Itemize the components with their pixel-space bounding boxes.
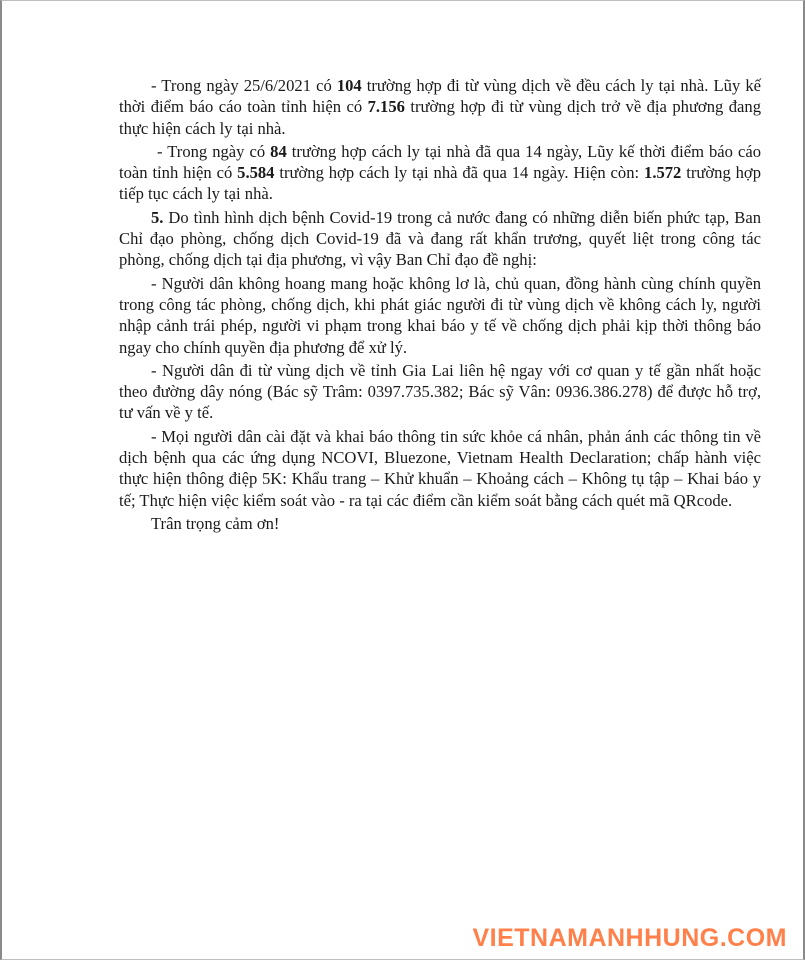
section-number: 5. bbox=[151, 207, 164, 227]
site-watermark: VIETNAMANHHUNG.COM bbox=[472, 924, 787, 952]
paragraph-section-5: 5. Do tình hình dịch bệnh Covid-19 trong cả nước đang có những diễn biến phức tạp, Ban Chỉ đạo phòng, chống dịch Covid-19 đã và đang rất khẩn trương, quyết liệt trong công tác phòng, chống dịch tại địa phương, vì vậy Ban Chỉ đạo đề nghị: bbox=[119, 207, 761, 270]
paragraph-completed-quarantine: - Trong ngày có 84 trường hợp cách ly tại nhà đã qua 14 ngày, Lũy kế thời điểm báo cáo toàn tỉnh hiện có 5.584 trường hợp cách ly tại nhà đã qua 14 ngày. Hiện còn: 1.572 trường hợp tiếp tục cách ly tại nhà. bbox=[119, 141, 761, 204]
count-completed-cumulative: 5.584 bbox=[237, 163, 275, 183]
paragraph-home-quarantine-cases: - Trong ngày 25/6/2021 có 104 trường hợp đi từ vùng dịch về đều cách ly tại nhà. Lũy kế thời điểm báo cáo toàn tỉnh hiện có 7.156 trường hợp đi từ vùng dịch trở về địa phương đang thực hiện cách ly tại nhà. bbox=[119, 76, 762, 138]
paragraph-recommendation-3: - Mọi người dân cài đặt và khai báo thông tin sức khỏe cá nhân, phản ánh các thông tin về dịch bệnh qua các ứng dụng NCOVI, Bluezone, Vietnam Health Declaration; chấp hành việc thực hiện thông điệp 5K: Khẩu trang – Khử khuẩn – Khoảng cách – Không tụ tập – Khai báo y tế; Thực hiện việc kiểm soát vào - ra tại các điểm cần kiểm soát bằng cách quét mã QRcode. bbox=[119, 426, 761, 510]
paragraph-recommendation-1: - Người dân không hoang mang hoặc không lơ là, chủ quan, đồng hành cùng chính quyền trong công tác phòng, chống dịch, khi phát giác người đi từ vùng dịch về không cách ly, người nhập cảnh trái phép, người vi phạm trong khai báo y tế về chống dịch phải kịp thời thông báo ngay cho chính quyền địa phương để xử lý. bbox=[119, 273, 761, 357]
count-cumulative-cases: 7.156 bbox=[367, 97, 405, 117]
count-new-cases: 104 bbox=[336, 76, 362, 95]
count-remaining: 1.572 bbox=[644, 163, 682, 183]
closing-line: Trân trọng cảm ơn! bbox=[151, 513, 280, 533]
paragraph-recommendation-2: - Người dân đi từ vùng dịch về tỉnh Gia Lai liên hệ ngay với cơ quan y tế gần nhất hoặc theo đường dây nóng (Bác sỹ Trâm: 0397.735.382; Bác sỹ Vân: 0936.386.278) để được hỗ trợ, tư vấn về y tế. bbox=[119, 360, 761, 423]
count-completed-today: 84 bbox=[270, 141, 287, 161]
document-body bbox=[119, 75, 761, 534]
